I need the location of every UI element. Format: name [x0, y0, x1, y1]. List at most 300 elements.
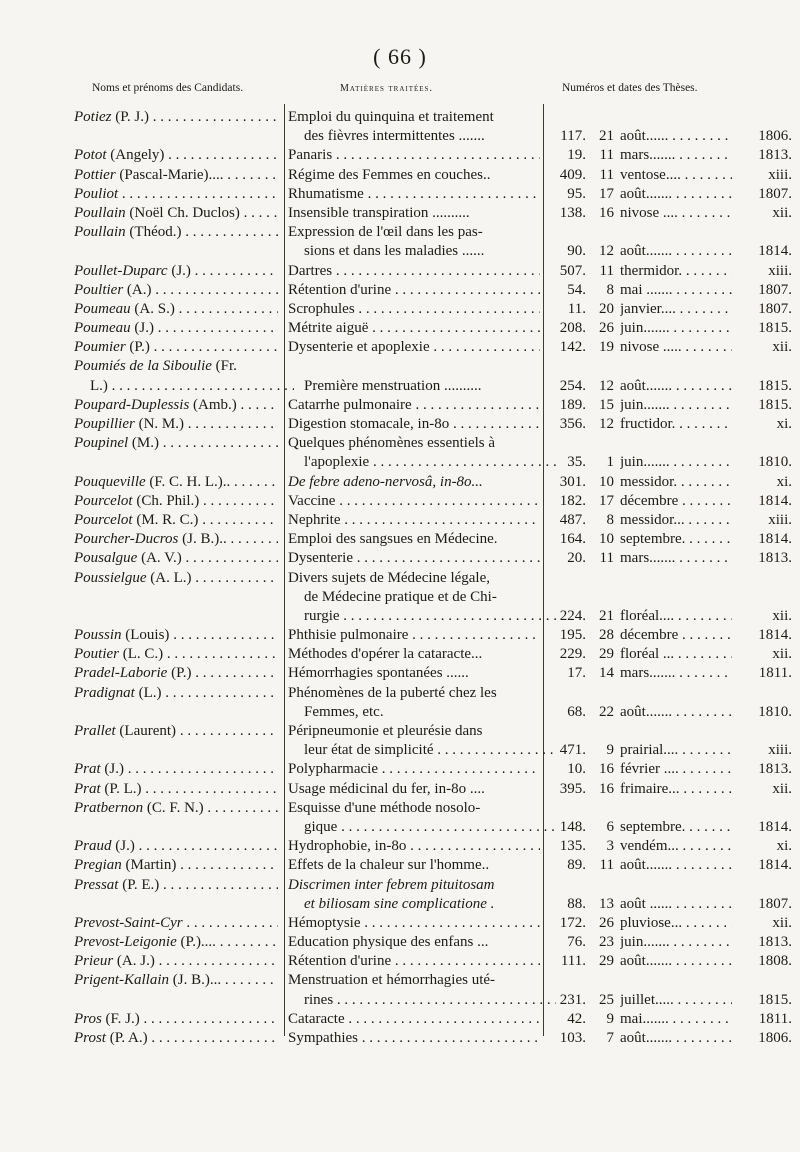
candidate-name	[74, 473, 278, 492]
entry-line	[0, 722, 800, 741]
thesis-day: 16	[599, 204, 614, 221]
thesis-entry	[0, 799, 800, 837]
thesis-entry	[0, 108, 800, 146]
thesis-subject: Cataracte . . .	[288, 1010, 540, 1029]
thesis-entry	[0, 952, 800, 971]
thesis-entry	[0, 549, 800, 568]
candidate-given-names: (Noël Ch. Duclos)	[125, 204, 240, 221]
entry-line	[0, 262, 800, 281]
candidate-given-names: (A. V.)	[137, 550, 182, 567]
thesis-month: floréal.... . . .	[620, 607, 732, 626]
thesis-day: 6	[606, 818, 614, 835]
thesis-year: xi.	[776, 416, 792, 432]
thesis-subject: Menstruation et hémorrhagies uté-	[288, 972, 496, 989]
thesis-entry	[0, 146, 800, 165]
candidate-surname: Poupillier	[74, 416, 135, 432]
thesis-day: 11	[599, 166, 614, 183]
thesis-subject: Insensible transpiration ..........	[288, 204, 470, 221]
candidate-given-names: (Martin)	[121, 857, 177, 874]
thesis-day: 14	[599, 665, 614, 682]
thesis-month: mai....... . . .	[620, 1010, 732, 1029]
candidate-surname: Prost	[74, 1030, 106, 1046]
thesis-day: 16	[599, 761, 614, 778]
candidate-surname: Poupinel	[74, 435, 129, 452]
thesis-subject: sions et dans les maladies ......	[304, 243, 485, 260]
thesis-entry	[0, 415, 800, 434]
thesis-month: janvier.... . . .	[620, 300, 732, 319]
thesis-day: 10	[599, 531, 614, 548]
thesis-subject: Emploi du quinquina et traitement	[288, 109, 494, 125]
thesis-year: xiii.	[768, 742, 792, 759]
candidate-given-names: (Louis)	[121, 627, 170, 644]
thesis-year: 1808.	[758, 953, 792, 970]
thesis-day: 13	[599, 895, 614, 912]
thesis-day: 21	[599, 607, 614, 624]
thesis-number: 35.	[567, 454, 586, 471]
thesis-number: 409.	[559, 166, 586, 183]
thesis-month: mars....... . . .	[620, 664, 732, 683]
candidate-given-names: (A. L.)	[146, 569, 192, 586]
thesis-number: 138.	[559, 204, 586, 221]
thesis-month: août....... . . .	[620, 377, 732, 396]
entry-line	[0, 434, 800, 453]
thesis-entry	[0, 876, 800, 914]
entry-line	[0, 818, 800, 837]
thesis-subject: Hémoptysie . . .	[288, 914, 540, 933]
thesis-month: mars....... . . .	[620, 146, 732, 165]
thesis-day: 23	[599, 934, 614, 951]
thesis-year: xiii.	[768, 166, 792, 183]
thesis-day: 9	[606, 742, 614, 759]
thesis-entry	[0, 204, 800, 223]
thesis-month: pluviose... . . .	[620, 914, 732, 933]
thesis-subject: De febre adeno-nervosâ, in-8o...	[288, 473, 483, 490]
thesis-subject: Usage médicinal du fer, in-8o ....	[288, 780, 485, 797]
candidate-given-names: (Amb.)	[189, 396, 237, 413]
candidate-name	[74, 760, 278, 779]
candidate-given-names: (M. R. C.)	[132, 511, 199, 528]
candidate-surname: Poutier	[74, 646, 119, 663]
candidate-name	[74, 549, 278, 568]
entry-line	[0, 991, 800, 1010]
thesis-subject: Dartres . . .	[288, 262, 540, 281]
entry-line	[0, 856, 800, 875]
thesis-day: 11	[599, 550, 614, 567]
thesis-entry	[0, 914, 800, 933]
thesis-number: 254.	[559, 377, 586, 394]
header-names: Noms et prénoms des Candidats.	[92, 82, 244, 94]
entry-line	[0, 549, 800, 568]
thesis-entry	[0, 856, 800, 875]
thesis-month: thermidor. . . .	[620, 262, 732, 281]
thesis-entry	[0, 1029, 800, 1048]
thesis-subject: Rétention d'urine . . .	[288, 952, 540, 971]
entry-line	[0, 933, 800, 952]
candidate-given-names: (F. C. H. L.)..	[145, 473, 231, 490]
thesis-day: 19	[599, 339, 614, 356]
header-numbers: Numéros et dates des Thèses.	[562, 82, 698, 94]
candidate-surname: Poumeau	[74, 320, 131, 337]
entry-line	[0, 569, 800, 588]
thesis-day: 28	[599, 627, 614, 644]
thesis-year: 1815.	[758, 320, 792, 337]
header-matters: Matières traitées.	[340, 83, 433, 94]
candidate-name	[74, 952, 278, 971]
candidate-given-names: (Pascal-Marie)....	[115, 166, 224, 183]
entry-line	[0, 204, 800, 223]
thesis-number: 117.	[560, 128, 586, 145]
thesis-year: 1814.	[758, 243, 792, 260]
thesis-subject: Méthodes d'opérer la cataracte...	[288, 646, 483, 663]
candidate-name	[74, 799, 278, 818]
candidate-given-names: (J.)	[111, 838, 135, 855]
candidate-name	[74, 262, 278, 281]
thesis-year: 1806.	[758, 128, 792, 145]
thesis-number: 20.	[567, 550, 586, 567]
thesis-year: 1815.	[758, 396, 792, 413]
thesis-number: 10.	[567, 761, 586, 778]
candidate-name	[74, 338, 278, 357]
thesis-year: xii.	[772, 204, 792, 221]
thesis-month: frimaire... . . .	[620, 780, 732, 799]
candidate-name	[74, 530, 278, 549]
thesis-number: 229.	[559, 646, 586, 663]
candidate-given-names: (A.)	[123, 281, 152, 298]
thesis-month: nivose .... . . .	[620, 204, 732, 223]
thesis-subject: Education physique des enfans ...	[288, 934, 489, 951]
thesis-day: 12	[599, 377, 614, 394]
thesis-day: 8	[606, 511, 614, 528]
thesis-month: août....... . . .	[620, 185, 732, 204]
entry-line	[0, 780, 800, 799]
thesis-day: 3	[606, 838, 614, 855]
thesis-day: 20	[599, 300, 614, 317]
candidate-surname: Prieur	[74, 953, 114, 970]
entry-line	[0, 396, 800, 415]
entry-line	[0, 108, 800, 127]
candidate-surname: Pratbernon	[74, 799, 144, 816]
thesis-day: 29	[599, 953, 614, 970]
entry-line	[0, 914, 800, 933]
thesis-year: 1815.	[758, 991, 792, 1008]
candidate-surname: Praud	[74, 838, 112, 855]
candidate-name	[74, 396, 278, 415]
thesis-subject: et biliosam sine complicatione .	[304, 895, 495, 912]
thesis-month: fructidor. . . . .	[620, 415, 732, 434]
thesis-month: mai ....... . . .	[620, 281, 732, 300]
thesis-year: 1814.	[758, 492, 792, 509]
thesis-entry	[0, 300, 800, 319]
thesis-subject: Discrimen inter febrem pituitosam	[288, 876, 495, 893]
thesis-month: février .... . . .	[620, 760, 732, 779]
entry-line	[0, 799, 800, 818]
thesis-subject: Première menstruation ..........	[304, 377, 482, 394]
thesis-month: juin....... . . .	[620, 319, 732, 338]
thesis-year: 1813.	[758, 147, 792, 164]
thesis-entry	[0, 223, 800, 261]
thesis-subject: Quelques phénomènes essentiels à	[288, 435, 496, 452]
entry-line	[0, 511, 800, 530]
thesis-month: nivose ..... . . .	[620, 338, 732, 357]
thesis-number: 42.	[567, 1010, 586, 1027]
thesis-subject: rurgie . . .	[304, 607, 556, 626]
candidate-name	[74, 511, 278, 530]
candidate-name	[74, 300, 278, 319]
candidate-given-names: (J.)	[167, 262, 191, 279]
thesis-entry	[0, 338, 800, 357]
candidate-given-names: (J. B.)...	[169, 972, 222, 989]
candidate-given-names: (C. F. N.)	[143, 799, 204, 816]
thesis-entry	[0, 780, 800, 799]
thesis-subject: Panaris . . .	[288, 146, 540, 165]
thesis-number: 301.	[559, 473, 586, 490]
thesis-subject: Hémorrhagies spontanées ......	[288, 665, 469, 682]
thesis-entry	[0, 357, 800, 395]
thesis-entry	[0, 722, 800, 760]
candidate-surname: Pouqueville	[74, 473, 146, 490]
entry-line	[0, 607, 800, 626]
thesis-year: xiii.	[768, 511, 792, 528]
thesis-entry	[0, 262, 800, 281]
candidate-surname: Poumier	[74, 339, 126, 356]
thesis-year: xi.	[776, 838, 792, 855]
candidate-name	[74, 223, 278, 242]
candidate-name	[74, 492, 278, 511]
thesis-month: décembre . . . .	[620, 626, 732, 645]
candidate-surname: Pradignat	[74, 684, 135, 701]
thesis-subject: Rhumatisme . . .	[288, 185, 540, 204]
thesis-subject: Nephrite . . .	[288, 511, 540, 530]
thesis-month: juin....... . . .	[620, 453, 732, 472]
candidate-given-names: (Ch. Phil.)	[132, 492, 200, 509]
entry-line	[0, 530, 800, 549]
entry-line	[0, 876, 800, 895]
thesis-day: 25	[599, 991, 614, 1008]
candidate-given-names: (P. A.)	[105, 1030, 148, 1046]
candidate-surname: Prevost-Saint-Cyr	[74, 914, 183, 931]
candidate-given-names: (P. L.)	[100, 780, 142, 797]
thesis-day: 26	[599, 914, 614, 931]
thesis-entry	[0, 664, 800, 683]
candidate-name	[74, 204, 278, 223]
thesis-number: 182.	[559, 492, 586, 509]
candidate-name	[74, 664, 278, 683]
candidate-surname: Poumiés de la Siboulie	[74, 358, 212, 375]
thesis-number: 507.	[559, 262, 586, 279]
entry-line	[0, 760, 800, 779]
entry-line	[0, 281, 800, 300]
candidate-given-names: (Angely)	[106, 147, 165, 164]
candidate-name	[74, 166, 278, 185]
entry-line	[0, 971, 800, 990]
thesis-year: 1807.	[758, 185, 792, 202]
thesis-year: 1807.	[758, 895, 792, 912]
thesis-month: décembre . . . .	[620, 492, 732, 511]
thesis-year: 1811.	[758, 1010, 792, 1027]
thesis-number: 195.	[559, 627, 586, 644]
thesis-entry	[0, 684, 800, 722]
thesis-subject: Phthisie pulmonaire . . .	[288, 626, 540, 645]
thesis-month: juin....... . . .	[620, 396, 732, 415]
thesis-number: 487.	[559, 511, 586, 528]
candidate-surname: Poumeau	[74, 300, 131, 317]
candidate-surname: Prallet	[74, 723, 116, 739]
candidate-surname: Prigent-Kallain	[74, 972, 169, 989]
candidate-surname: Prat	[74, 761, 101, 778]
candidate-surname: Pradel-Laborie	[74, 665, 168, 682]
candidate-surname: Poullain	[74, 204, 126, 221]
thesis-day: 15	[599, 396, 614, 413]
thesis-number: 231.	[559, 991, 586, 1008]
thesis-subject: Polypharmacie . . .	[288, 760, 540, 779]
thesis-day: 29	[599, 646, 614, 663]
thesis-number: 224.	[559, 607, 586, 624]
entry-line	[0, 242, 800, 261]
thesis-number: 189.	[559, 396, 586, 413]
thesis-number: 11.	[567, 300, 586, 317]
thesis-year: 1814.	[758, 818, 792, 835]
thesis-month: septembre. . . .	[620, 818, 732, 837]
thesis-number: 471.	[559, 742, 586, 759]
thesis-year: xii.	[772, 339, 792, 356]
thesis-number: 76.	[567, 934, 586, 951]
thesis-day: 11	[599, 262, 614, 279]
candidate-given-names: (A. J.)	[113, 953, 155, 970]
thesis-entry	[0, 760, 800, 779]
candidate-name	[74, 722, 278, 741]
thesis-month: août....... . . .	[620, 952, 732, 971]
candidate-given-names: (N. M.)	[134, 416, 184, 432]
entry-line	[0, 453, 800, 472]
thesis-day: 12	[599, 416, 614, 432]
candidate-surname: Poultier	[74, 281, 124, 298]
candidate-surname: Prat	[74, 780, 101, 797]
entry-line	[0, 1029, 800, 1048]
entry-line	[0, 588, 800, 607]
thesis-subject: Femmes, etc.	[304, 703, 384, 720]
entry-line	[0, 127, 800, 146]
entry-line	[0, 626, 800, 645]
entry-line	[0, 357, 800, 376]
candidate-name	[74, 626, 278, 645]
thesis-subject: Métrite aiguë . . .	[288, 319, 540, 338]
entry-line	[0, 300, 800, 319]
thesis-subject: Emploi des sangsues en Médecine.	[288, 531, 498, 548]
thesis-month: juin....... . . .	[620, 933, 732, 952]
entry-line	[0, 684, 800, 703]
candidate-surname: Pregian	[74, 857, 122, 874]
candidate-surname: Pourcelot	[74, 492, 133, 509]
thesis-entry	[0, 645, 800, 664]
thesis-subject: Digestion stomacale, in-8o . . .	[288, 415, 540, 434]
candidate-surname: Poussin	[74, 627, 122, 644]
thesis-subject: Hydrophobie, in-8o . . .	[288, 837, 540, 856]
candidate-given-names: (A. S.)	[130, 300, 175, 317]
thesis-year: 1806.	[758, 1030, 792, 1046]
candidate-name	[74, 876, 278, 895]
thesis-year: 1807.	[758, 281, 792, 298]
thesis-entry	[0, 396, 800, 415]
thesis-number: 103.	[559, 1030, 586, 1046]
candidate-given-names: (L. C.)	[119, 646, 164, 663]
thesis-entry	[0, 281, 800, 300]
candidate-given-names: (Laurent)	[115, 723, 177, 739]
candidate-name	[74, 146, 278, 165]
candidate-name	[74, 185, 278, 204]
thesis-month: août...... . . .	[620, 127, 732, 146]
thesis-month: août ...... . . .	[620, 895, 732, 914]
entry-line	[0, 645, 800, 664]
thesis-entry	[0, 569, 800, 627]
thesis-year: 1810.	[758, 703, 792, 720]
thesis-entry	[0, 971, 800, 1009]
thesis-number: 356.	[559, 416, 586, 432]
thesis-month: prairial.... . . .	[620, 741, 732, 760]
thesis-year: 1815.	[758, 377, 792, 394]
thesis-subject: Sympathies . . .	[288, 1029, 540, 1048]
candidate-surname: Potiez	[74, 109, 112, 125]
thesis-year: 1810.	[758, 454, 792, 471]
thesis-subject: Rétention d'urine . . .	[288, 281, 540, 300]
thesis-day: 21	[599, 128, 614, 145]
entry-line	[0, 1010, 800, 1029]
thesis-entry	[0, 492, 800, 511]
candidate-surname: Prevost-Leigonie	[74, 934, 177, 951]
thesis-number: 142.	[559, 339, 586, 356]
candidate-given-names: (M.)	[128, 435, 159, 452]
thesis-entry	[0, 837, 800, 856]
entry-line	[0, 703, 800, 722]
candidate-surname: Pourcher-Ducros	[74, 531, 179, 548]
thesis-day: 17	[599, 185, 614, 202]
thesis-subject: Expression de l'œil dans les pas-	[288, 224, 483, 241]
thesis-day: 22	[599, 703, 614, 720]
entry-line	[0, 223, 800, 242]
thesis-subject: des fièvres intermittentes .......	[304, 128, 485, 145]
candidate-surname: Poullain	[74, 224, 126, 241]
candidate-name	[74, 645, 278, 664]
entry-line	[0, 338, 800, 357]
thesis-subject: Scrophules . . .	[288, 300, 540, 319]
candidate-name	[74, 1010, 278, 1029]
thesis-number: 164.	[559, 531, 586, 548]
thesis-day: 7	[606, 1030, 614, 1046]
thesis-month: floréal ... . . .	[620, 645, 732, 664]
entry-line	[0, 952, 800, 971]
thesis-subject: Dysenterie . . .	[288, 549, 540, 568]
candidate-surname: Poussielgue	[74, 569, 147, 586]
candidate-name	[74, 319, 278, 338]
thesis-subject: Vaccine . . .	[288, 492, 540, 511]
candidate-name	[74, 914, 278, 933]
candidate-given-names: (P.)	[125, 339, 150, 356]
candidate-name	[74, 569, 278, 588]
thesis-number: 208.	[559, 320, 586, 337]
thesis-day: 26	[599, 320, 614, 337]
candidate-surname: Pros	[74, 1010, 102, 1027]
thesis-year: 1813.	[758, 934, 792, 951]
thesis-number: 95.	[567, 185, 586, 202]
thesis-year: 1813.	[758, 761, 792, 778]
thesis-day: 16	[599, 780, 614, 797]
entry-line	[0, 166, 800, 185]
thesis-day: 9	[606, 1010, 614, 1027]
candidate-name	[74, 434, 278, 453]
thesis-number: 19.	[567, 147, 586, 164]
thesis-year: xii.	[772, 780, 792, 797]
thesis-subject: l'apoplexie . . .	[304, 453, 556, 472]
thesis-month: août....... . . .	[620, 856, 732, 875]
